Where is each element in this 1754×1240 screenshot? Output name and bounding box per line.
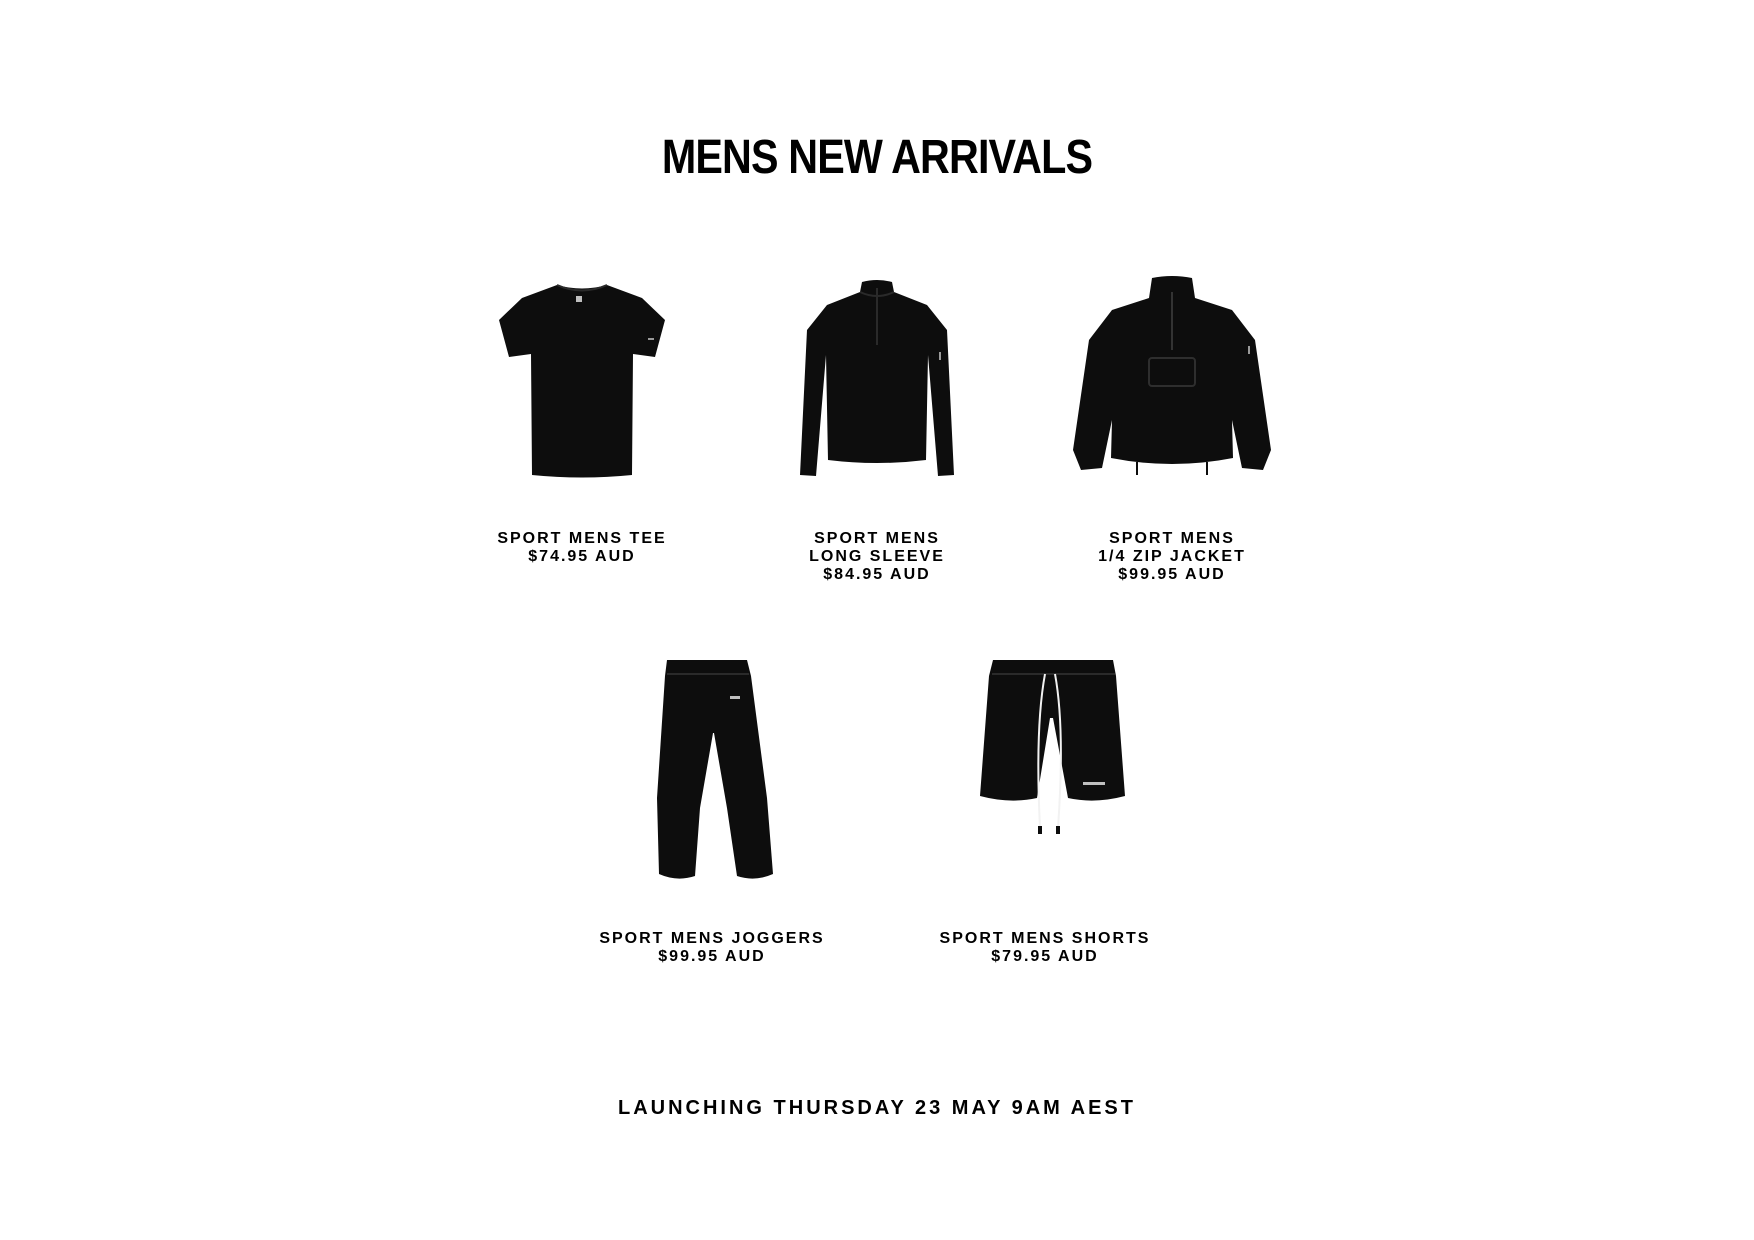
product-name: SPORT MENS JOGGERS: [599, 930, 825, 947]
product-price: $99.95 AUD: [658, 948, 766, 965]
product-card-shorts[interactable]: [900, 648, 1190, 965]
product-price: $79.95 AUD: [991, 948, 1099, 965]
product-name-line-1: SPORT MENS: [814, 530, 940, 547]
product-caption: [900, 930, 1190, 966]
long-sleeve-icon: [732, 270, 1022, 490]
product-card-long-sleeve[interactable]: [732, 270, 1022, 583]
joggers-icon: [567, 648, 857, 888]
product-name-line-2: 1/4 ZIP JACKET: [1098, 548, 1246, 565]
product-card-zip-jacket[interactable]: [1027, 270, 1317, 583]
product-caption: [437, 530, 727, 566]
tee-icon: [437, 270, 727, 490]
product-caption: [567, 930, 857, 966]
product-name-line-1: SPORT MENS: [1109, 530, 1235, 547]
product-price: $84.95 AUD: [823, 566, 931, 583]
shorts-icon: [900, 648, 1190, 888]
product-card-joggers[interactable]: [567, 648, 857, 965]
launch-date-text: LAUNCHING THURSDAY 23 MAY 9AM AEST: [617, 1097, 1136, 1119]
product-caption: [1027, 530, 1317, 584]
page-title: MENS NEW ARRIVALS: [661, 131, 1093, 184]
product-price: $99.95 AUD: [1118, 566, 1226, 583]
product-name: SPORT MENS SHORTS: [939, 930, 1151, 947]
product-price: $74.95 AUD: [528, 548, 636, 565]
product-card-tee[interactable]: [437, 270, 727, 565]
product-name-line-2: LONG SLEEVE: [809, 548, 945, 565]
product-name: SPORT MENS TEE: [497, 530, 667, 547]
zip-jacket-icon: [1027, 270, 1317, 490]
product-caption: [732, 530, 1022, 584]
